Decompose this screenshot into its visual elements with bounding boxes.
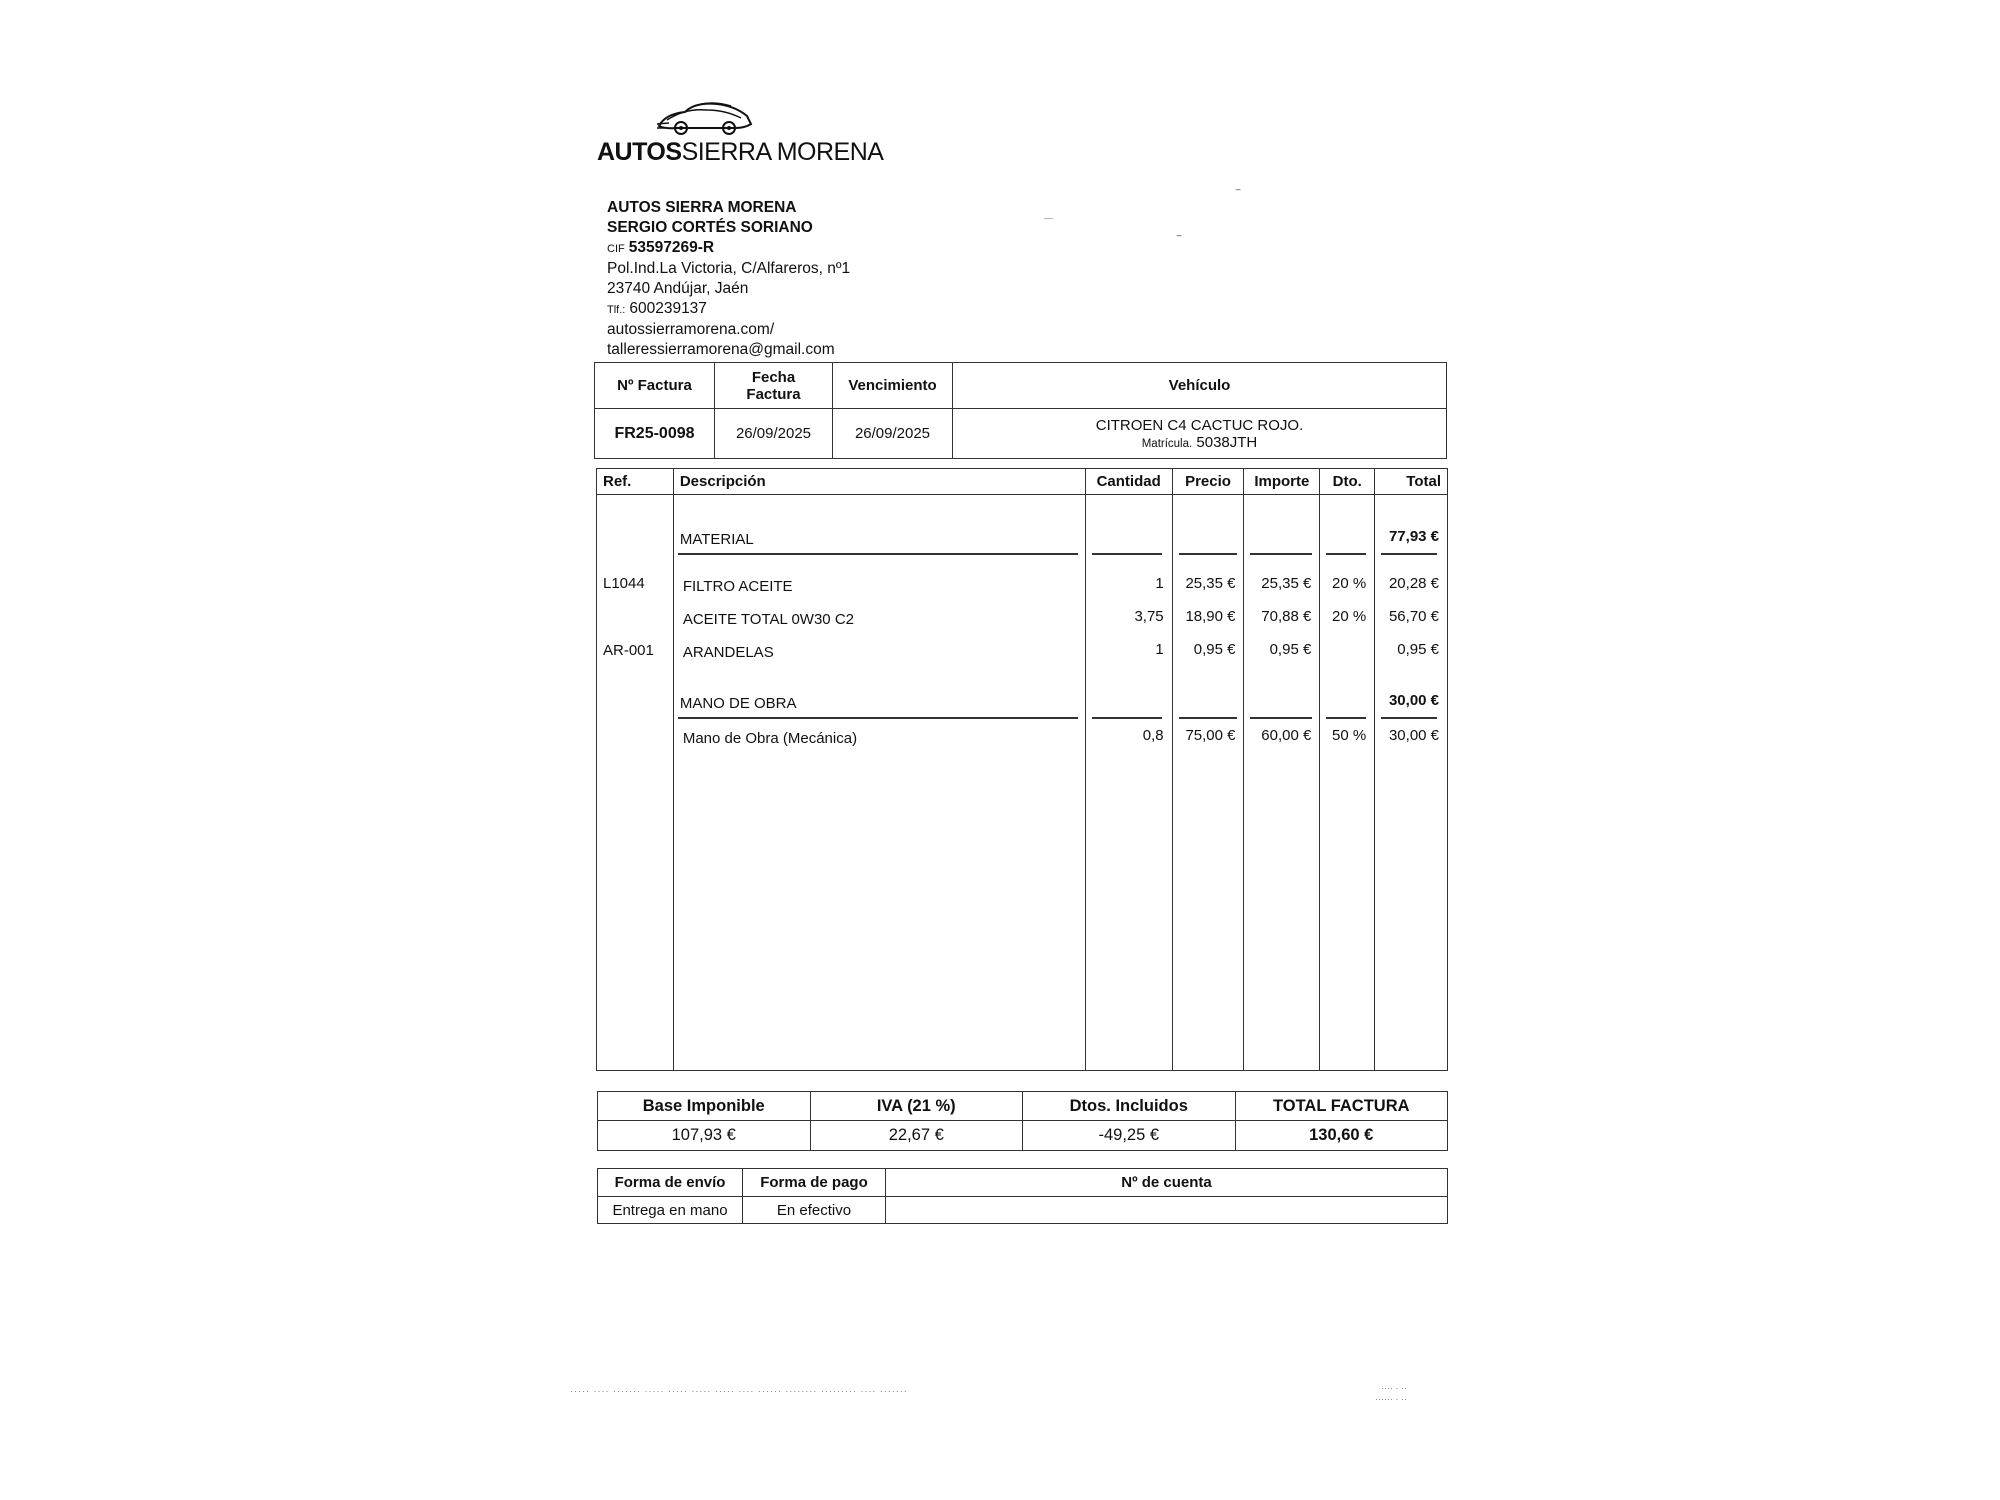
line-price: 75,00 € [1185,727,1236,744]
section-divider [1092,553,1162,555]
account-value [886,1197,1448,1224]
iva-label: IVA (21 %) [810,1092,1023,1121]
invoice-date: 26/09/2025 [715,409,833,459]
line-amount: 25,35 € [1261,575,1312,592]
line-ref: AR-001 [603,642,654,659]
payment-table [597,1168,1448,1224]
line-price: 25,35 € [1185,575,1236,592]
section-divider [1326,717,1366,719]
footer-print-page: ···· · ·· ······ · ·· [1375,1383,1407,1404]
shipping-value: Entrega en mano [598,1197,743,1224]
amount-column [1244,495,1320,1070]
base-label: Base Imponible [598,1092,811,1121]
due-date-label: Vencimiento [833,363,953,409]
col-header-ref: Ref. [597,469,674,494]
col-header-description: Descripción [674,469,1086,494]
total-value: 130,60 € [1235,1121,1448,1151]
quantity-column [1086,495,1173,1070]
footer-print-url: ····· ···· ······· ····· ····· ····· ····· ···· ······ ········ ········· ···· ······· [570,1386,908,1396]
car-logo-icon [655,98,755,136]
line-total: 0,95 € [1397,641,1440,658]
line-total: 30,00 € [1388,727,1440,744]
base-value: 107,93 € [598,1121,811,1151]
line-description: FILTRO ACEITE [682,578,793,595]
section-divider [1250,553,1312,555]
company-phone: Tlf.: 600239137 [607,300,707,317]
company-address-1: Pol.Ind.La Victoria, C/Alfareros, nº1 [607,260,851,277]
line-discount: 50 % [1331,727,1367,744]
section-title: MATERIAL [679,531,754,548]
items-header-row [597,469,1447,495]
vehicle-description: CITROEN C4 CACTUC ROJO. [1095,416,1304,434]
section-divider [1179,717,1237,719]
vehicle-info [953,409,1447,459]
totals-table [597,1091,1448,1151]
section-title: MANO DE OBRA [679,695,797,712]
items-body [597,495,1447,1070]
iva-value: 22,67 € [810,1121,1023,1151]
company-info [607,198,850,360]
section-divider [1250,717,1312,719]
line-amount: 70,88 € [1261,608,1312,625]
account-label: Nº de cuenta [886,1169,1448,1197]
ref-column [597,495,674,1070]
section-divider [1179,553,1237,555]
invoice-header-table [594,362,1447,459]
vehicle-label: Vehículo [953,363,1447,409]
line-description: ARANDELAS [682,644,774,661]
col-header-price: Precio [1173,469,1245,494]
section-divider [1381,553,1437,555]
line-amount: 0,95 € [1269,641,1312,658]
company-name: AUTOS SIERRA MORENA [607,199,797,216]
line-quantity: 1 [1155,575,1164,592]
price-column [1173,495,1245,1070]
invoice-number-label: Nº Factura [595,363,715,409]
redacted-mark: ¯¯ [1044,218,1053,227]
company-address-2: 23740 Andújar, Jaén [607,280,749,297]
line-total: 56,70 € [1388,608,1440,625]
invoice-date-label: Fecha Factura [715,363,833,409]
line-discount: 20 % [1331,608,1367,625]
line-total: 20,28 € [1388,575,1440,592]
line-description: Mano de Obra (Mecánica) [682,730,858,747]
vehicle-plate: Matrícula. 5038JTH [1141,433,1258,451]
description-column [674,495,1086,1070]
section-total: 30,00 € [1388,692,1440,709]
payment-method-value: En efectivo [743,1197,886,1224]
col-header-total: Total [1406,473,1441,490]
discounts-value: -49,25 € [1023,1121,1236,1151]
line-ref: L1044 [603,575,645,592]
company-owner: SERGIO CORTÉS SORIANO [607,219,813,236]
section-divider [1326,553,1366,555]
company-email: talleressierramorena@gmail.com [607,341,835,358]
section-divider [678,553,1078,555]
invoice-number: FR25-0098 [595,409,715,459]
line-price: 0,95 € [1193,641,1236,658]
line-quantity: 0,8 [1142,727,1164,744]
section-divider [1381,717,1437,719]
col-header-amount: Importe [1244,469,1320,494]
section-divider [1092,717,1162,719]
line-quantity: 1 [1155,641,1164,658]
company-cif: CIF 53597269-R [607,239,715,256]
line-price: 18,90 € [1185,608,1236,625]
col-header-discount: Dto. [1320,469,1375,494]
company-web: autossierramorena.com/ [607,321,775,338]
redacted-mark: ‾ [1236,188,1240,202]
line-discount: 20 % [1331,575,1367,592]
total-label: TOTAL FACTURA [1235,1092,1448,1121]
company-logo [597,98,884,170]
section-total: 77,93 € [1388,528,1440,545]
line-quantity: 3,75 [1134,608,1164,625]
logo-text: AUTOSSIERRA MORENA [597,138,884,166]
due-date: 26/09/2025 [833,409,953,459]
discounts-label: Dtos. Incluidos [1023,1092,1236,1121]
shipping-label: Forma de envío [598,1169,743,1197]
redacted-mark: ‾ [1177,234,1181,248]
discount-column [1320,495,1375,1070]
items-table [596,468,1448,1071]
total-column [1375,495,1447,1070]
section-divider [678,717,1078,719]
line-amount: 60,00 € [1261,727,1312,744]
payment-method-label: Forma de pago [743,1169,886,1197]
col-header-quantity: Cantidad [1086,469,1173,494]
line-description: ACEITE TOTAL 0W30 C2 [682,611,854,628]
